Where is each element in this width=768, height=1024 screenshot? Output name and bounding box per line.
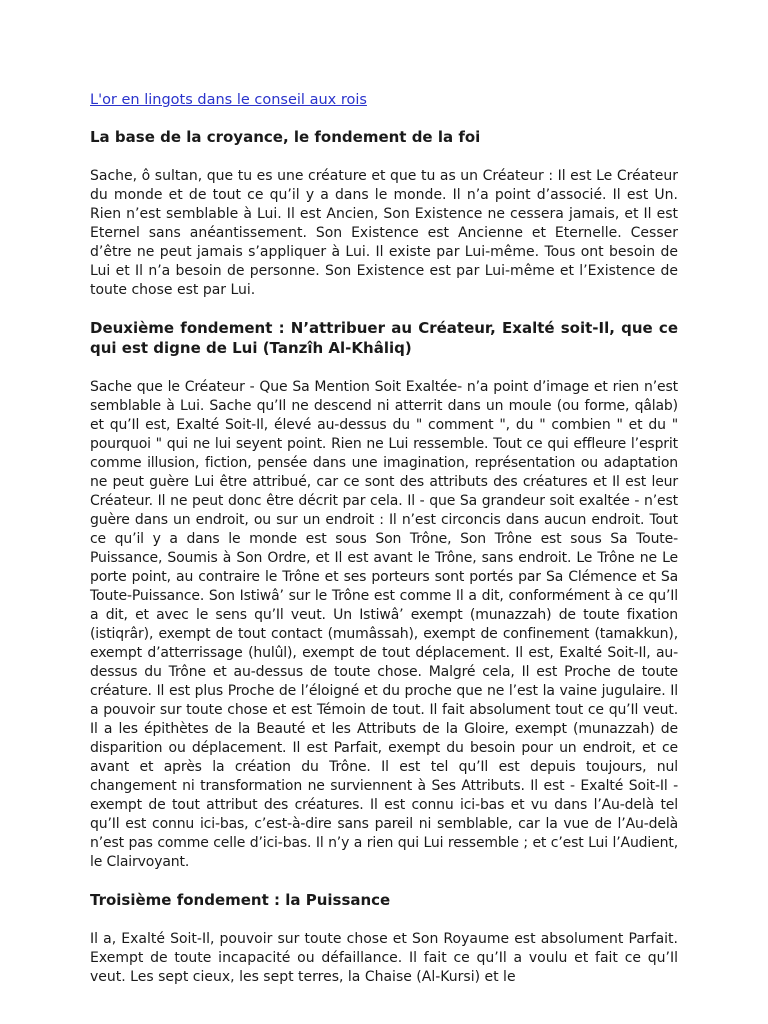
document-page	[90, 90, 678, 1005]
section-heading-3: Troisième fondement : la Puissance	[90, 891, 391, 909]
section-paragraph-1: Sache, ô sultan, que tu es une créature et que tu as un Créateur : Il est Le Créateur du monde et de tout ce qu’il y a dans le monde. Il n’a point d’associé. Il est Un. Rien n’est semblable à Lui. Il est Ancien, Son Existence ne cessera jamais, et Il est Eternel sans anéantissement. Son Existence est Ancienne et Eternelle. Cesser d’être ne peut jamais s’appliquer à Lui. Il existe par Lui-même. Tous ont besoin de Lui et Il n’a besoin de personne. Son Existence est par Lui-même et l’Existence de toute chose est par Lui.	[90, 168, 678, 298]
section-heading-1: La base de la croyance, le fondement de la foi	[90, 128, 481, 146]
section-paragraph-2: Sache que le Créateur - Que Sa Mention Soit Exaltée- n’a point d’image et rien n’est semblable à Lui. Sache qu’Il ne descend ni atterrit dans un moule (ou forme, qâlab) et qu’Il est, Exalté Soit-Il, élevé au-dessus du " comment ", du " combien " et du " pourquoi " qui ne lui seyent point. Rien ne Lui ressemble. Tout ce qui effleure l’esprit comme illusion, fiction, pensée dans une imagination, représentation ou adaptation ne peut guère Lui être attribué, car ce sont des attributs des créatures et Il est leur Créateur. Il ne peut donc être décrit par cela. Il - que Sa grandeur soit exaltée - n’est guère dans un endroit, ou sur un endroit : Il n’est circoncis dans aucun endroit. Tout ce qu’il y a dans le monde est sous Son Trône, Son Trône est sous Sa Toute-Puissance, Soumis à Son Ordre, et Il est avant le Trône, sans endroit. Le Trône ne Le porte point, au contraire le Trône et ses porteurs sont portés par Sa Clémence et Sa Toute-Puissance. Son Istiwâ’ sur le Trône est comme Il a dit, conformément à ce qu’Il a dit, et avec le sens qu’Il veut. Un Istiwâ’ exempt (munazzah) de toute fixation (istiqrâr), exempt de tout contact (mumâssah), exempt de confinement (tamakkun), exempt d’atterrissage (hulûl), exempt de tout déplacement. Il est, Exalté Soit-Il, au-dessus du Trône et au-dessus de toute chose. Malgré cela, Il est Proche de toute créature. Il est plus Proche de l’éloigné et du proche que ne l’est la vaine jugulaire. Il a pouvoir sur toute chose et est Témoin de tout. Il fait absolument tout ce qu’Il veut. Il a les épithètes de la Beauté et les Attributs de la Gloire, exempt (munazzah) de disparition ou déplacement. Il est Parfait, exempt du besoin pour un endroit, et ce avant et après la création du Trône. Il est tel qu’Il est depuis toujours, nul changement ni transformation ne surviennent à Ses Attributs. Il est - Exalté Soit-Il - exempt de tout attribut des créatures. Il est connu ici-bas et vu dans l’Au-delà tel qu’Il est connu ici-bas, c’est-à-dire sans pareil ni semblable, car la vue de l’Au-delà n’est pas comme celle d’ici-bas. Il n’y a rien qui Lui ressemble ; et c’est Lui l’Audient, le Clairvoyant.	[90, 379, 678, 870]
section-paragraph-3: Il a, Exalté Soit-Il, pouvoir sur toute chose et Son Royaume est absolument Parfait. Exempt de toute incapacité ou défaillance. Il fait ce qu’Il a voulu et fait ce qu’Il veut. Les sept cieux, les sept terres, la Chaise (Al-Kursi) et le	[90, 931, 678, 985]
section-heading-2: Deuxième fondement : N’attribuer au Créateur, Exalté soit-Il, que ce qui est digne de Lui (Tanzîh Al-Khâliq)	[90, 319, 678, 357]
document-title-link[interactable]: L'or en lingots dans le conseil aux rois	[90, 92, 367, 108]
